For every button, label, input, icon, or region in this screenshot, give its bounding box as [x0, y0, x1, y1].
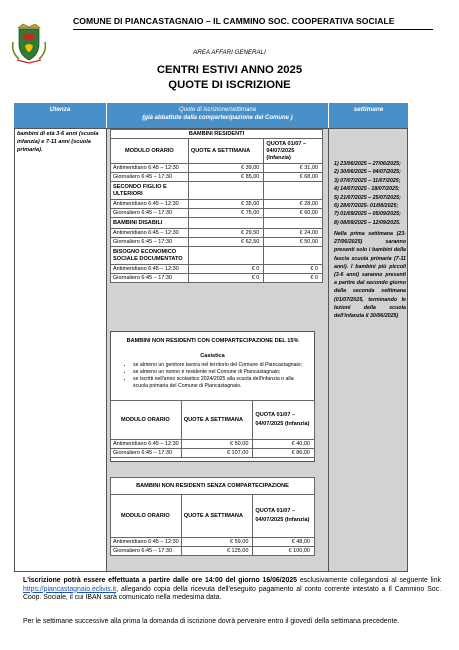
table-row — [111, 440, 315, 449]
settimane-list — [334, 160, 408, 227]
col-modulo: MODULO ORARIO — [111, 139, 189, 164]
row-label: Antimeridiano 6:45 – 12:30 — [111, 229, 189, 238]
list-item: 2) 30/06/2025 – 04/07/2025; — [334, 169, 401, 176]
row-label: Antimeridiano 6:45 – 12:30 — [111, 200, 189, 209]
row-label: Antimeridiano 6:45 – 12:30 — [111, 265, 189, 274]
row-week: € 39,00 — [188, 164, 263, 173]
footer-bold: L'iscrizione potrà essere effettuata a partire dalle ore 14:00 del giorno 16/06/2025 — [23, 577, 297, 584]
residenti-table — [110, 129, 323, 283]
header-title: COMUNE DI PIANCASTAGNAIO – IL CAMMINO SOC. COOPERATIVA SOCIALE — [73, 16, 395, 26]
row-week: € 0 — [188, 265, 263, 274]
footer-text-b: , allegando copia della ricevuta dell'eseguito pagamento al conto corrente intestato a Il Cammino Soc. Coop. Sociale, il cui IBAN sarà comunicato nella medesima data. — [23, 585, 441, 601]
col-quota: QUOTA 01/07 – 04/07/2025 (Infanzia) — [264, 139, 323, 164]
utenza-text: bambini di età 3-6 anni (scuola infanzia) e 7-11 anni (scuola primaria). — [17, 131, 99, 153]
disabili-title: BAMBINI DISABILI — [111, 218, 189, 229]
table-row — [111, 200, 323, 209]
list-item: • se iscritti nell'anno scolastico 2024/2025 alla scuola dell'infanzia o alla scuola primaria del Comune di Piancastagnaio. — [133, 376, 303, 390]
row-week: € 75,00 — [188, 209, 263, 218]
col-quota: QUOTA 01/07 – 04/07/2025 (Infanzia) — [253, 495, 315, 538]
residenti-title: BAMBINI RESIDENTI — [111, 130, 323, 139]
non-residenti-senza-title: BAMBINI NON RESIDENTI SENZA COMPARTECIPAZIONE — [111, 478, 315, 495]
table-row — [111, 238, 323, 247]
row-quota: € 60,00 — [264, 209, 323, 218]
table-row — [111, 265, 323, 274]
quote-header-line2: (già abbattute dalla compartecipazione del Comune ) — [142, 115, 293, 121]
col-settimana: QUOTE A SETTIMANA — [181, 401, 253, 440]
list-item: 5) 21/07/2025 – 25/07/2025; — [334, 194, 401, 201]
non-residenti-comp-table — [110, 400, 315, 458]
row-week: € 0 — [188, 274, 263, 283]
list-item: 4) 14/07/2025 - 18/07/2025; — [334, 186, 400, 193]
empty-cell — [264, 218, 323, 229]
col-modulo: MODULO ORARIO — [111, 401, 182, 440]
row-quota: € 86,00 — [253, 449, 315, 458]
list-item: 3) 07/07/2025 – 11/07/2025; — [334, 177, 401, 184]
row-label: Giornaliero 6:45 – 17:30 — [111, 449, 182, 458]
row-quota: € 50,00 — [264, 238, 323, 247]
list-item: • se almeno un genitore lavora nel territorio del Comune di Piancastagnaio; — [133, 362, 303, 369]
row-label: Giornaliero 6:45 – 17:30 — [111, 274, 189, 283]
table-row — [111, 164, 323, 173]
empty-cell — [188, 247, 263, 265]
row-quota: € 40,00 — [253, 440, 315, 449]
list-item: 1) 23/06/2025 – 27/06/2025; — [334, 161, 401, 167]
table-row — [111, 547, 315, 556]
row-label: Antimeridiano 6:45 – 12:30 — [111, 440, 182, 449]
list-item: 6) 28/07/2025- 01/08/2025; — [334, 203, 399, 210]
row-quota: € 28,00 — [264, 200, 323, 209]
row-quota: € 0 — [264, 274, 323, 283]
footer-paragraph-1 — [23, 577, 441, 603]
table-row — [111, 229, 323, 238]
table-row — [111, 274, 323, 283]
non-residenti-senza-table — [110, 477, 315, 556]
row-week: € 107,00 — [181, 449, 253, 458]
footer-paragraph-2: Per le settimane successive alla prima la domanda di iscrizione dovrà pervenire entro il giovedì della settimana precedente. — [23, 618, 400, 625]
bisogno-title: BISOGNO ECONOMICO SOCIALE DOCUMENTATO — [111, 247, 189, 265]
row-quota: € 0 — [264, 265, 323, 274]
table-row — [111, 209, 323, 218]
row-quota: € 24,00 — [264, 229, 323, 238]
table-row — [111, 173, 323, 182]
row-label: Giornaliero 6:45 – 17:30 — [111, 209, 189, 218]
page-subtitle: QUOTE DI ISCRIZIONE — [168, 79, 291, 91]
row-week: € 59,00 — [181, 538, 253, 547]
empty-cell — [264, 247, 323, 265]
casistica-list — [111, 362, 303, 390]
row-label: Giornaliero 6:45 – 17:30 — [111, 238, 189, 247]
row-label: Antimeridiano 6:45 – 12:30 — [111, 164, 189, 173]
empty-cell — [188, 218, 263, 229]
row-label: Giornaliero 6:45 – 17:30 — [111, 547, 182, 556]
row-label: Giornaliero 6:45 – 17:30 — [111, 173, 189, 182]
quote-header — [107, 103, 328, 128]
row-week: € 62,50 — [188, 238, 263, 247]
page-title: CENTRI ESTIVI ANNO 2025 — [156, 64, 303, 76]
settimane-header-label: settimane — [353, 106, 384, 113]
settimane-header — [329, 103, 408, 128]
row-label: Antimeridiano 6:45 – 12:30 — [111, 538, 182, 547]
coat-of-arms-logo — [10, 22, 48, 64]
footer-text-a: esclusivamente collegandosi al seguente link — [297, 577, 441, 584]
row-quota: € 31,00 — [264, 164, 323, 173]
row-quota: € 68,00 — [264, 173, 323, 182]
utenza-header-label: Utenza — [49, 106, 71, 113]
col-settimana: QUOTE A SETTIMANA — [188, 139, 263, 164]
row-quota: € 100,00 — [253, 547, 315, 556]
row-quota: € 48,00 — [253, 538, 315, 547]
table-row — [111, 449, 315, 458]
iscrizione-link[interactable]: https://piancastagnaio.eclivis.it — [23, 585, 117, 593]
table-row — [111, 538, 315, 547]
col-quota: QUOTA 01/07 – 04/07/2025 (Infanzia) — [253, 401, 315, 440]
list-item: 8) 08/09/2025 – 12/09/2025. — [334, 219, 401, 226]
row-week: € 50,00 — [181, 440, 253, 449]
settimane-note: Nella prima settimana (23-27/06/2025) saranno presenti solo i bambini della fascia scuola primaria (7-11 anni). I bambini più piccoli (3-6 anni) saranno presenti a partire dal secondo giorno della seconda settimana (01/07/2025, terminando le lezioni della scuola dell'infanzia il 30/06/2025) — [334, 231, 406, 320]
utenza-column — [14, 128, 107, 572]
quote-header-line1: Quote di iscrizione/settimana — [178, 107, 257, 113]
secondo-title: SECONDO FIGLIO E ULTERIORI — [111, 182, 189, 200]
header-rule — [73, 29, 433, 30]
col-settimana: QUOTE A SETTIMANA — [181, 495, 253, 538]
list-item: 7) 01/09/2025 – 05/09/2025; — [334, 211, 401, 218]
empty-cell — [264, 182, 323, 200]
non-residenti-comp-title: BAMBINI NON RESIDENTI CON COMPARTECIPAZIONE DEL 15% — [126, 338, 299, 344]
row-week: € 35,00 — [188, 200, 263, 209]
row-week: € 29,50 — [188, 229, 263, 238]
col-modulo: MODULO ORARIO — [111, 495, 182, 538]
row-week: € 85,00 — [188, 173, 263, 182]
list-item: • se almeno un nonno è residente nel Comune di Piancastagnaio; — [133, 369, 303, 376]
casistica-label: Casistica — [200, 353, 225, 359]
row-week: € 125,00 — [181, 547, 253, 556]
empty-cell — [188, 182, 263, 200]
utenza-header — [14, 103, 106, 128]
area-label: AREA AFFARI GENERALI — [193, 49, 266, 56]
